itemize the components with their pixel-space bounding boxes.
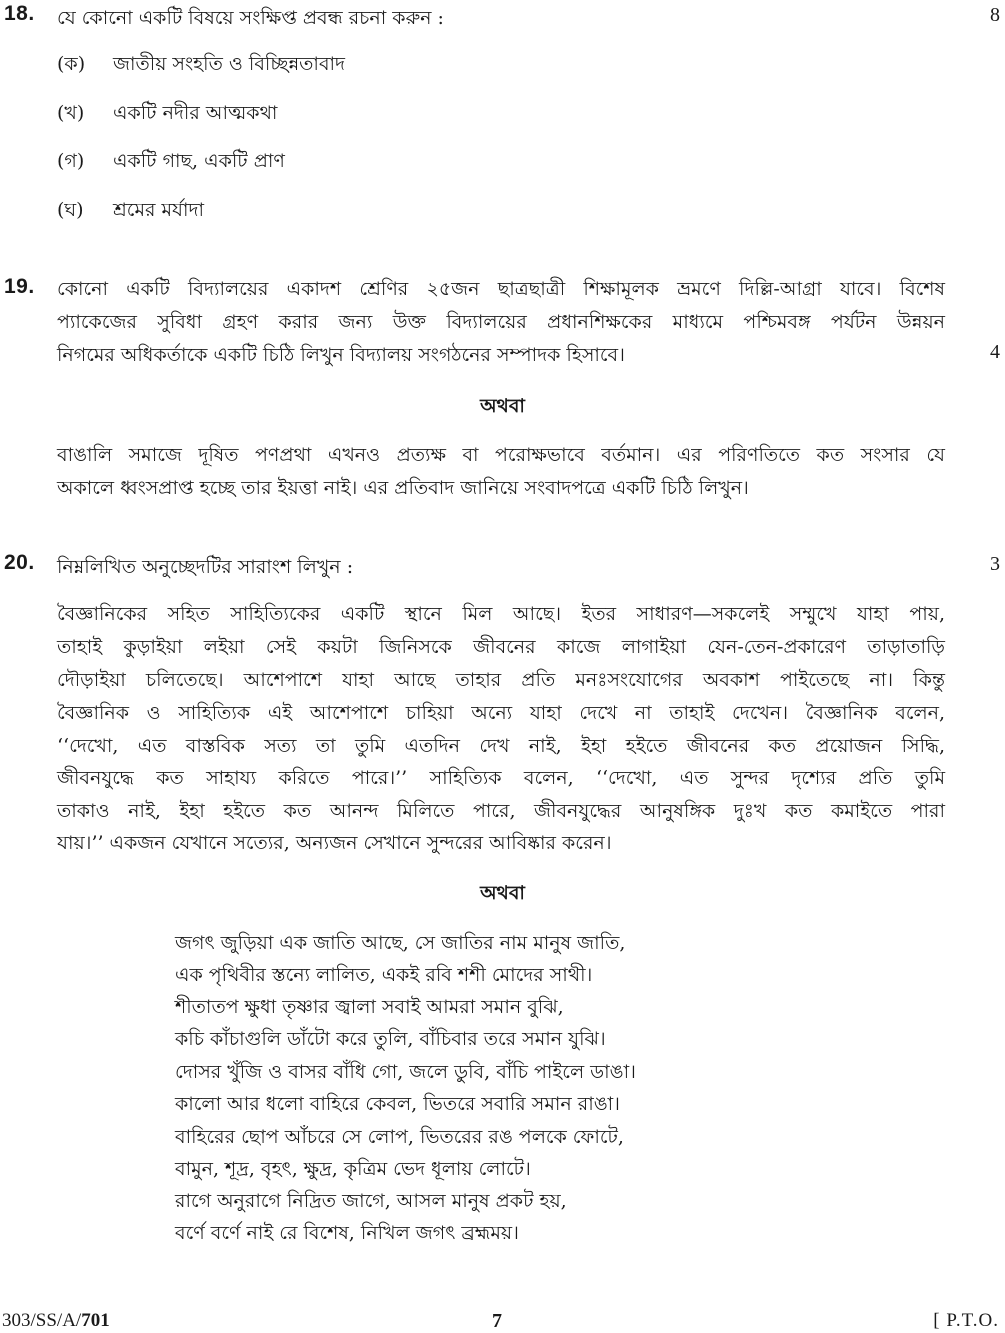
question-19-marks: 4 xyxy=(990,341,1000,363)
poem-line-5: দোসর খুঁজি ও বাসর বাঁধি গো, জলে ডুবি, বাঁচি পাইলে ডাঙা। xyxy=(175,1061,636,1083)
poem-line-6: কালো আর ধলো বাহিরে কেবল, ভিতরে সবারি সমান রাঙা। xyxy=(175,1093,620,1115)
passage-line-3: দৌড়াইয়া চলিতেছে। আশেপাশে যাহা আছে তাহার প্রতি মনঃসংযোগের অবকাশ পাইতেছে না। কিন্তু xyxy=(57,669,945,691)
poem-line-2: এক পৃথিবীর স্তন্যে লালিত, একই রবি শশী মোদের সাথী। xyxy=(175,964,593,986)
question-number-19: 19. xyxy=(4,275,35,298)
passage-line-7: তাকাও নাই, ইহা হইতে কত আনন্দ মিলিতে পারে, জীবনযুদ্ধের আনুষঙ্গিক দুঃখ কত কমাইতে পারা xyxy=(57,800,945,822)
option-ga xyxy=(57,147,285,179)
paper-code-bold: 701 xyxy=(81,1310,110,1331)
page-number: 7 xyxy=(492,1310,502,1332)
or-heading-19: অথবা xyxy=(480,395,525,417)
question-18-prompt: যে কোনো একটি বিষয়ে সংক্ষিপ্ত প্রবন্ধ রচনা করুন : xyxy=(57,7,444,29)
option-kha xyxy=(57,99,277,131)
question-19-line-1: কোনো একটি বিদ্যালয়ের একাদশ শ্রেণির ২৫জন ছাত্রছাত্রী শিক্ষামূলক ভ্রমণে দিল্লি-আগ্রা যাবে। বিশেষ xyxy=(57,278,945,300)
question-19-alt-line-2: অকালে ধ্বংসপ্রাপ্ত হচ্ছে তার ইয়ত্তা নাই। এর প্রতিবাদ জানিয়ে সংবাদপত্রে একটি চিঠি লিখুন। xyxy=(57,477,749,499)
passage-line-4: বৈজ্ঞানিক ও সাহিত্যিক এই আশেপাশে চাহিয়া অন্যে যাহা দেখে না তাহাই দেখেন। বৈজ্ঞানিক বলেন, xyxy=(57,702,945,724)
option-label: (ক) xyxy=(57,53,86,75)
poem-line-7: বাহিরের ছোপ আঁচরে সে লোপ, ভিতরের রঙ পলকে ফোটে, xyxy=(175,1126,624,1148)
option-label: (খ) xyxy=(57,102,85,124)
option-ka xyxy=(57,50,345,82)
option-text: একটি গাছ, একটি প্রাণ xyxy=(113,150,285,172)
passage-line-6: জীবনযুদ্ধে কত সাহায্য করিতে পারে।’’ সাহিত্যিক বলেন, ‘‘দেখো, এত সুন্দর দৃশ্যের প্রতি তুমি xyxy=(57,767,945,789)
option-text: শ্রমের মর্যাদা xyxy=(113,199,204,221)
question-19-alt-line-1: বাঙালি সমাজে দূষিত পণপ্রথা এখনও প্রত্যক্ষ বা পরোক্ষভাবে বর্তমান। এর পরিণতিতে কত সংসার যে xyxy=(57,444,945,466)
option-label: (ঘ) xyxy=(57,199,84,221)
question-20-marks: 3 xyxy=(990,553,1000,575)
poem-line-4: কচি কাঁচাগুলি ডাঁটো করে তুলি, বাঁচিবার তরে সমান যুঝি। xyxy=(175,1028,606,1050)
please-turn-over: [ P.T.O. xyxy=(933,1310,999,1331)
question-20-prompt: নিম্নলিখিত অনুচ্ছেদটির সারাংশ লিখুন : xyxy=(57,556,354,578)
option-text: একটি নদীর আত্মকথা xyxy=(113,102,278,124)
question-19-line-2: প্যাকেজের সুবিধা গ্রহণ করার জন্য উক্ত বিদ্যালয়ের প্রধানশিক্ষকের মাধ্যমে পশ্চিমবঙ্গ পর্যটন উন্নয়ন xyxy=(57,311,945,333)
passage-line-8: যায়।’’ একজন যেখানে সত্যের, অন্যজন সেখানে সুন্দরের আবিষ্কার করেন। xyxy=(57,832,612,854)
poem-line-3: শীতাতপ ক্ষুধা তৃষ্ণার জ্বালা সবাই আমরা সমান বুঝি, xyxy=(175,996,564,1018)
question-19-line-3: নিগমের অধিকর্তাকে একটি চিঠি লিখুন বিদ্যালয় সংগঠনের সম্পাদক হিসাবে। xyxy=(57,344,625,366)
question-number-20: 20. xyxy=(4,551,35,574)
or-heading-20: অথবা xyxy=(480,882,525,904)
paper-code xyxy=(2,1310,110,1332)
option-text: জাতীয় সংহতি ও বিচ্ছিন্নতাবাদ xyxy=(113,53,346,75)
poem-line-1: জগৎ জুড়িয়া এক জাতি আছে, সে জাতির নাম মানুষ জাতি, xyxy=(175,932,626,954)
poem-line-10: বর্ণে বর্ণে নাই রে বিশেষ, নিখিল জগৎ ব্রহ্মময়। xyxy=(175,1222,519,1244)
passage-line-5: ‘‘দেখো, এত বাস্তবিক সত্য তা তুমি এতদিন দেখ নাই, ইহা হইতে জীবনের কত প্রয়োজন সিদ্ধি, xyxy=(57,735,945,757)
question-number-18: 18. xyxy=(4,2,35,25)
paper-code-prefix: 303/SS/A/ xyxy=(2,1310,82,1331)
poem-line-8: বামুন, শূদ্র, বৃহৎ, ক্ষুদ্র, কৃত্রিম ভেদ ধূলায় লোটে। xyxy=(175,1158,531,1180)
passage-line-1: বৈজ্ঞানিকের সহিত সাহিত্যিকের একটি স্থানে মিল আছে। ইতর সাধারণ—সকলেই সম্মুখে যাহা পায়, xyxy=(57,603,945,625)
poem-line-9: রাগে অনুরাগে নিদ্রিত জাগে, আসল মানুষ প্রকট হয়, xyxy=(175,1190,567,1212)
option-label: (গ) xyxy=(57,150,85,172)
question-18-marks: 8 xyxy=(990,4,1000,26)
option-gha xyxy=(57,196,204,228)
passage-line-2: তাহাই কুড়াইয়া লইয়া সেই কয়টা জিনিসকে জীবনের কাজে লাগাইয়া যেন-তেন-প্রকারেণ তাড়াতাড়ি xyxy=(57,636,945,658)
